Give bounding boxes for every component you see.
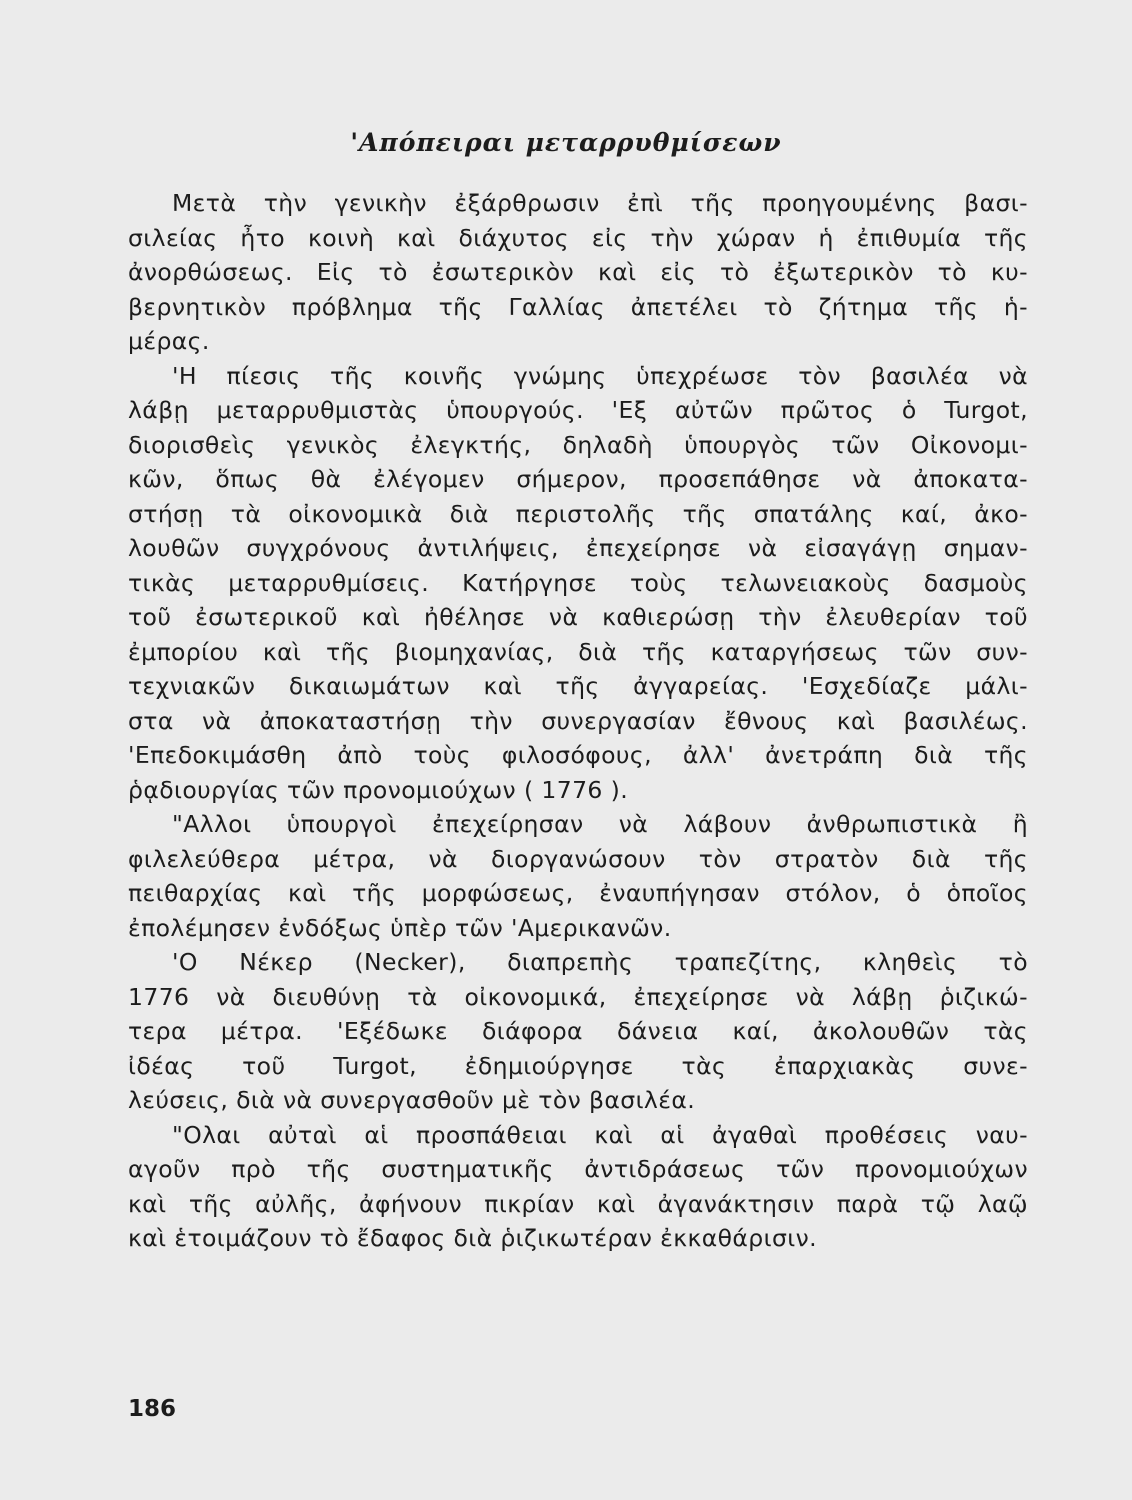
paragraph xyxy=(128,807,1028,945)
text-line: φιλελεύθερα μέτρα, νὰ διοργανώσουν τὸν στρατὸν διὰ τῆς xyxy=(128,844,1028,873)
text-line: λεύσεις, διὰ νὰ συνεργασθοῦν μὲ τὸν βασιλέα. xyxy=(128,1086,696,1114)
text-line: μέρας. xyxy=(128,327,210,355)
text-line: ἐμπορίου καὶ τῆς βιομηχανίας, διὰ τῆς καταργήσεως τῶν συν- xyxy=(128,637,1028,666)
text-line: "Ολαι αὐταὶ αἱ προσπάθειαι καὶ αἱ ἀγαθαὶ προθέσεις ναυ- xyxy=(172,1120,1028,1149)
paragraph xyxy=(128,359,1028,808)
text-line: ἀνορθώσεως. Εἰς τὸ ἐσωτερικὸν καὶ εἰς τὸ ἐξωτερικὸν τὸ κυ- xyxy=(128,258,1028,286)
text-line: τεχνιακῶν δικαιωμάτων καὶ τῆς ἀγγαρείας. 'Εσχεδίαζε μάλι- xyxy=(128,672,1028,700)
text-line: Μετὰ τὴν γενικὴν ἐξάρθρωσιν ἐπὶ τῆς προηγουμένης βασι- xyxy=(172,189,1028,217)
text-line: "Αλλοι ὑπουργοὶ ἐπεχείρησαν νὰ λάβουν ἀνθρωπιστικὰ ἢ xyxy=(172,810,1028,838)
text-line: ἰδέας τοῦ Turgot, ἐδημιούργησε τὰς ἐπαρχιακὰς συνε- xyxy=(128,1051,1028,1080)
text-line: στα νὰ ἀποκαταστήσῃ τὴν συνεργασίαν ἔθνους καὶ βασιλέως. xyxy=(128,706,1028,735)
text-line: σιλείας ἦτο κοινὴ καὶ διάχυτος εἰς τὴν χώραν ἡ ἐπιθυμία τῆς xyxy=(128,223,1028,252)
text-line: 1776 νὰ διευθύνῃ τὰ οἰκονομικά, ἐπεχείρησε νὰ λάβῃ ῥιζικώ- xyxy=(128,982,1028,1011)
text-line: στήσῃ τὰ οἰκονομικὰ διὰ περιστολῆς τῆς σπατάλης καί, ἀκο- xyxy=(128,499,1028,528)
text-line: λάβῃ μεταρρυθμιστὰς ὑπουργούς. 'Εξ αὐτῶν πρῶτος ὁ Turgot, xyxy=(128,396,1028,424)
text-line: βερνητικὸν πρόβλημα τῆς Γαλλίας ἀπετέλει τὸ ζήτημα τῆς ἡ- xyxy=(128,292,1028,321)
text-line: ἐπολέμησεν ἐνδόξως ὑπὲρ τῶν 'Αμερικανῶν. xyxy=(128,913,672,942)
text-line: διορισθεὶς γενικὸς ἐλεγκτής, δηλαδὴ ὑπουργὸς τῶν Οἰκονομι- xyxy=(128,430,1028,459)
text-line: πειθαρχίας καὶ τῆς μορφώσεως, ἐναυπήγησαν στόλον, ὁ ὁποῖος xyxy=(128,879,1028,907)
text-line: τικὰς μεταρρυθμίσεις. Κατήργησε τοὺς τελωνειακοὺς δασμοὺς xyxy=(128,568,1028,597)
text-line: ῥᾳδιουργίας τῶν προνομιούχων ( 1776 ). xyxy=(128,775,629,804)
text-line: καὶ ἑτοιμάζουν τὸ ἔδαφος διὰ ῥιζικωτέραν ἐκκαθάρισιν. xyxy=(128,1224,817,1252)
text-line: τερα μέτρα. 'Εξέδωκε διάφορα δάνεια καί, ἀκολουθῶν τὰς xyxy=(128,1017,1028,1045)
text-line: καὶ τῆς αὐλῆς, ἀφήνουν πικρίαν καὶ ἀγανάκτησιν παρὰ τῷ λαῷ xyxy=(128,1189,1028,1218)
page-number: 186 xyxy=(128,1396,177,1422)
text-line: 'Ο Νέκερ (Necker), διαπρεπὴς τραπεζίτης, κληθεὶς τὸ xyxy=(172,948,1028,976)
text-line: τοῦ ἐσωτερικοῦ καὶ ἠθέλησε νὰ καθιερώσῃ τὴν ἐλευθερίαν τοῦ xyxy=(128,603,1028,631)
text-line: αγοῦν πρὸ τῆς συστηματικῆς ἀντιδράσεως τῶν προνομιούχων xyxy=(128,1155,1028,1183)
text-line: 'Επεδοκιμάσθη ἀπὸ τοὺς φιλοσόφους, ἀλλ' ἀνετράπη διὰ τῆς xyxy=(128,741,1028,769)
text-line: κῶν, ὅπως θὰ ἐλέγομεν σήμερον, προσεπάθησε νὰ ἀποκατα- xyxy=(128,465,1028,493)
text-line: λουθῶν συγχρόνους ἀντιλήψεις, ἐπεχείρησε νὰ εἰσαγάγῃ σημαν- xyxy=(128,534,1028,562)
body-text xyxy=(128,186,1028,1256)
paragraph xyxy=(128,1118,1028,1256)
paragraph xyxy=(128,945,1028,1118)
text-line: 'Η πίεσις τῆς κοινῆς γνώμης ὑπεχρέωσε τὸν βασιλέα νὰ xyxy=(172,361,1028,390)
paragraph xyxy=(128,186,1028,359)
chapter-title: 'Απόπειραι μεταρρυθμίσεων xyxy=(350,128,782,157)
